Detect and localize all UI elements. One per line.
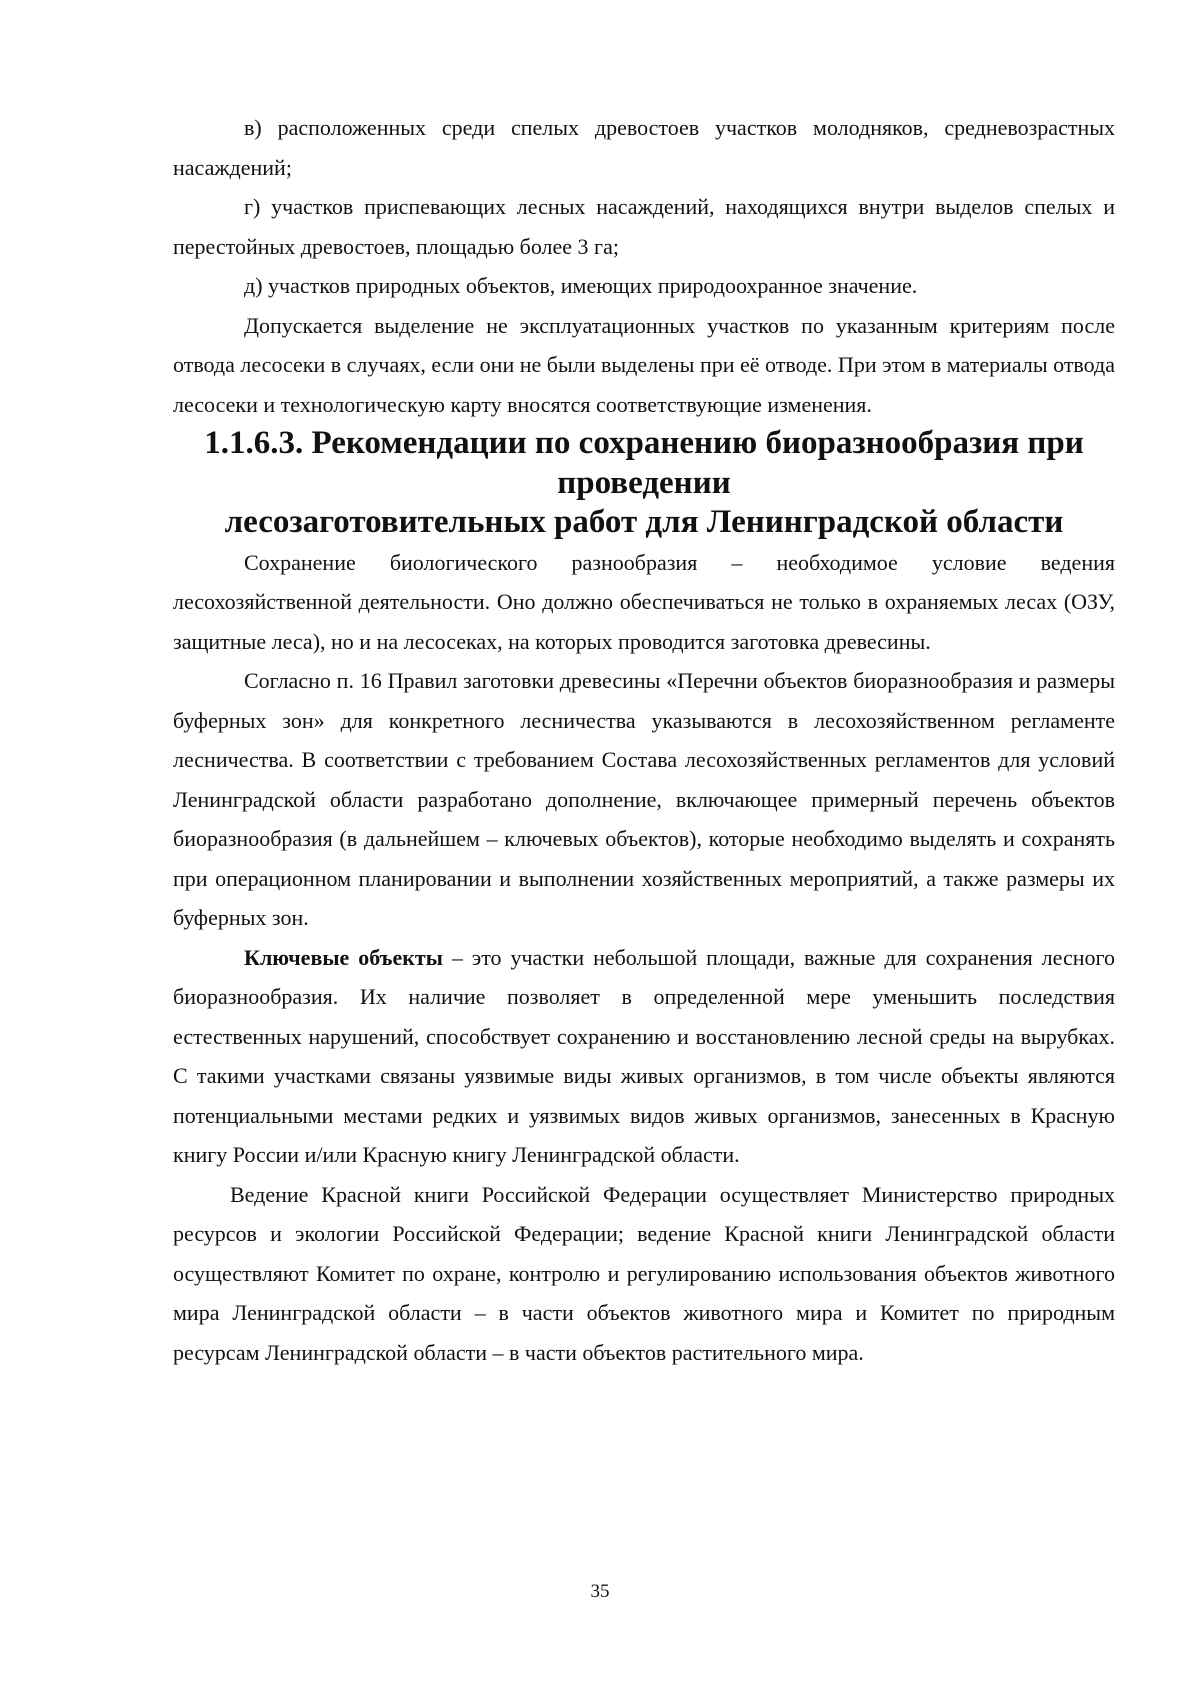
section-heading-line2: лесозаготовительных работ для Ленинградской области [224, 504, 1064, 540]
list-item-g: г) участков приспевающих лесных насаждений, находящихся внутри выделов спелых и перестойных древостоев, площадью более 3 га; [173, 194, 1115, 259]
paragraph-red-book: Ведение Красной книги Российской Федерации осуществляет Министерство природных ресурсов и экологии Российской Федерации; ведение Красной книги Ленинградской области осуществляют Комитет по охране, контролю и регулированию использования объектов животного мира Ленинградской области – в части объектов животного мира и Комитет по природным ресурсам Ленинградской области – в части объектов растительного мира. [173, 1181, 1115, 1365]
paragraph-allowance: Допускается выделение не эксплуатационных участков по указанным критериям после отвода лесосеки в случаях, если они не были выделены при её отводе. При этом в материалы отвода лесосеки и технологическую карту вносятся соответствующие изменения. [173, 312, 1115, 417]
page-number: 35 [590, 1581, 610, 1602]
key-objects-term: Ключевые объекты [244, 944, 443, 970]
section-heading-line1: 1.1.6.3. Рекомендации по сохранению биоразнообразия при проведении [204, 425, 1084, 501]
section-heading [173, 424, 1115, 543]
document-page [173, 108, 1115, 1372]
list-item-d: д) участков природных объектов, имеющих природоохранное значение. [244, 273, 918, 298]
key-objects-definition: – это участки небольшой площади, важные для сохранения лесного биоразнообразия. Их наличие позволяет в определенной мере уменьшить последствия естественных нарушений, способствует сохранению и восстановлению лесной среды на вырубках. С такими участками связаны уязвимые виды живых организмов, в том числе объекты являются потенциальными местами редких и уязвимых видов живых организмов, занесенных в Красную книгу России и/или Красную книгу Ленинградской области. [173, 944, 1115, 1167]
list-item-v: в) расположенных среди спелых древостоев участков молодняков, средневозрастных насаждений; [173, 115, 1115, 180]
paragraph-biodiversity: Сохранение биологического разнообразия – необходимое условие ведения лесохозяйственной деятельности. Оно должно обеспечиваться не только в охраняемых лесах (ОЗУ, защитные леса), но и на лесосеках, на которых проводится заготовка древесины. [173, 549, 1115, 654]
paragraph-key-objects [173, 938, 1115, 1175]
paragraph-rules: Согласно п. 16 Правил заготовки древесины «Перечни объектов биоразнообразия и размеры буферных зон» для конкретного лесничества указываются в лесохозяйственном регламенте лесничества. В соответствии с требованием Состава лесохозяйственных регламентов для условий Ленинградской области разработано дополнение, включающее примерный перечень объектов биоразнообразия (в дальнейшем – ключевых объектов), которые необходимо выделять и сохранять при операционном планировании и выполнении хозяйственных мероприятий, а также размеры их буферных зон. [173, 668, 1115, 930]
